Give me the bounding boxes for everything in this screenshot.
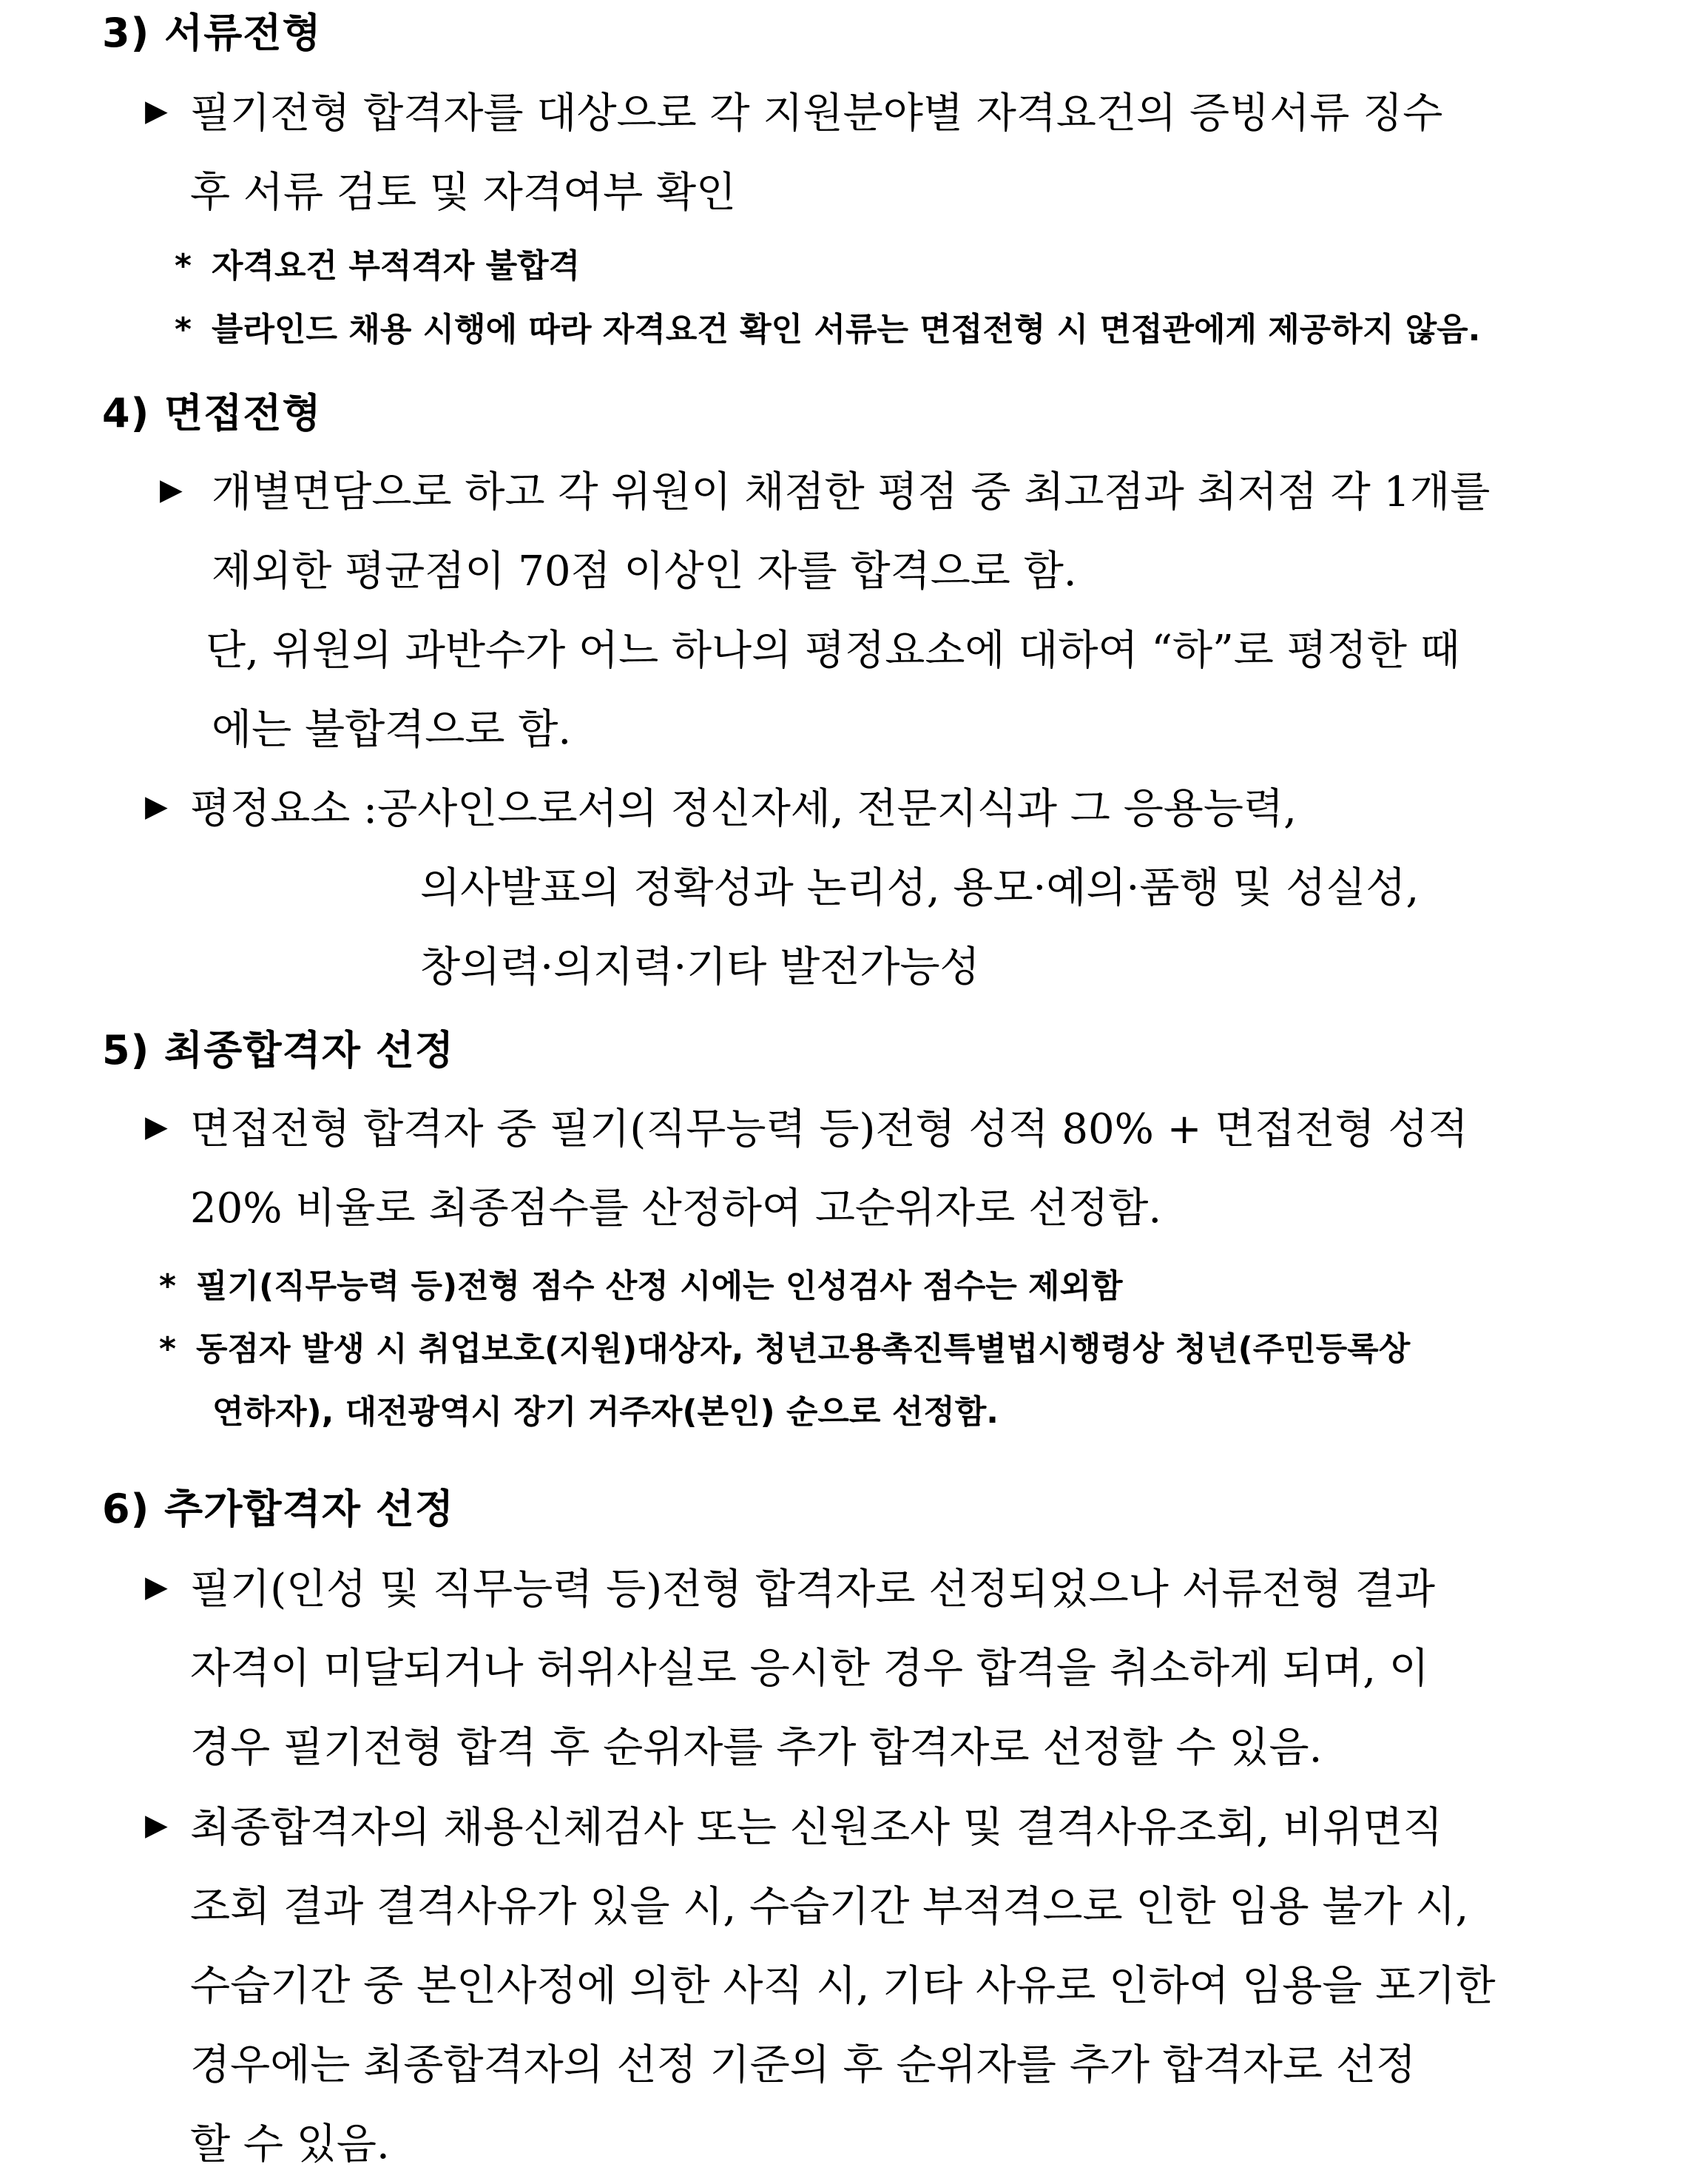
asterisk-icon: * [175,311,192,348]
note-item [175,309,1480,351]
note-text: 블라인드 채용 시행에 따라 자격요건 확인 서류는 면접전형 시 면접관에게 제공하지 않음. [212,311,1481,348]
bullet-line: 단, 위원의 과반수가 어느 하나의 평정요소에 대하여 “하”로 평정한 때 [206,627,1460,675]
bullet-item [206,453,1491,769]
evaluation-label: 평정요소 : [190,785,378,833]
section-heading-5: 5) 최종합격자 선정 [102,1027,454,1074]
bullet-line: 경우에는 최종합격자의 선정 기준의 후 순위자를 추가 합격자로 선정 [190,2041,1417,2089]
note-text: 필기(직무능력 등)전형 점수 산정 시에는 인성검사 점수는 제외함 [196,1267,1123,1305]
bullet-line: 경우 필기전형 합격 후 순위자를 추가 합격자로 선정할 수 있음. [190,1724,1323,1772]
asterisk-icon: * [175,247,192,285]
bullet-marker-icon: ▶ [160,473,183,507]
bullet-line: 에는 불합격으로 함. [212,706,572,754]
bullet-line: 조회 결과 결격사유가 있을 시, 수습기간 부적격으로 인한 임용 불가 시, [190,1883,1469,1931]
bullet-marker-icon: ▶ [145,789,168,823]
bullet-line: 제외한 평균점이 70점 이상인 자를 합격으로 함. [212,547,1077,596]
note-text: 자격요건 부적격자 불합격 [212,247,581,285]
bullet-line: 수습기간 중 본인사정에 의한 사직 시, 기타 사유로 인하여 임용을 포기한 [190,1962,1496,2010]
note-item [175,245,580,288]
asterisk-icon: * [159,1267,177,1305]
note-item [159,1328,1410,1371]
bullet-item [190,74,1442,232]
bullet-item [190,769,1419,1007]
bullet-line [190,769,1419,849]
bullet-marker-icon: ▶ [145,1110,168,1144]
bullet-line: 필기전형 합격자를 대상으로 각 지원분야별 자격요건의 증빙서류 징수 [190,90,1443,138]
section-heading-3: 3) 서류전형 [102,10,322,56]
note-text: 동점자 발생 시 취업보호(지원)대상자, 청년고용촉진특별법시행령상 청년(주민등록상 [196,1330,1411,1368]
section-heading-6: 6) 추가합격자 선정 [102,1486,454,1532]
bullet-marker-icon: ▶ [145,1808,168,1842]
bullet-line: 후 서류 검토 및 자격여부 확인 [190,169,737,217]
bullet-line: 면접전형 합격자 중 필기(직무능력 등)전형 성적 80% + 면접전형 성적 [190,1105,1468,1153]
bullet-marker-icon: ▶ [145,1570,168,1604]
note-item [159,1265,1123,1308]
bullet-line: 의사발표의 정확성과 논리성, 용모·예의·품행 및 성실성, [420,864,1420,912]
bullet-line: 할 수 있음. [190,2120,390,2168]
bullet-line: 자격이 미달되거나 허위사실로 응시한 경우 합격을 취소하게 되며, 이 [190,1645,1429,1693]
bullet-line: 창의력·의지력·기타 발전가능성 [420,943,980,991]
bullet-line: 20% 비율로 최종점수를 산정하여 고순위자로 선정함. [190,1184,1162,1233]
bullet-line: 필기(인성 및 직무능력 등)전형 합격자로 선정되었으나 서류전형 결과 [190,1565,1435,1614]
evaluation-text: 공사인으로서의 정신자세, 전문지식과 그 응용능력, [377,785,1297,833]
asterisk-icon: * [159,1330,177,1368]
note-continuation: 연하자), 대전광역시 장기 거주자(본인) 순으로 선정함. [212,1393,999,1431]
bullet-line: 최종합격자의 채용신체검사 또는 신원조사 및 결격사유조회, 비위면직 [190,1804,1443,1852]
bullet-line: 개별면담으로 하고 각 위원이 채점한 평점 중 최고점과 최저점 각 1개를 [212,468,1491,516]
section-heading-4: 4) 면접전형 [102,390,322,437]
bullet-item [190,1090,1468,1248]
bullet-marker-icon: ▶ [145,94,168,128]
bullet-item [190,1550,1435,1787]
bullet-item [190,1788,1496,2184]
